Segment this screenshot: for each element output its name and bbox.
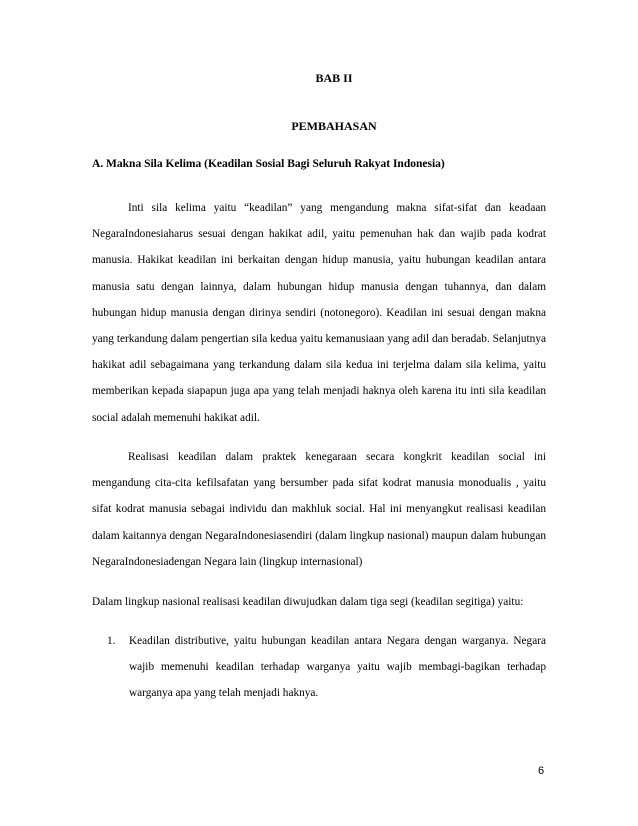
chapter-heading: PEMBAHASAN bbox=[291, 119, 377, 133]
section-title: A. Makna Sila Kelima (Keadilan Sosial Bagi Seluruh Rakyat Indonesia) bbox=[92, 158, 445, 170]
chapter-title: BAB II bbox=[315, 71, 353, 85]
body-paragraph: Dalam lingkup nasional realisasi keadilan diwujudkan dalam tiga segi (keadilan segitiga) yaitu: bbox=[92, 596, 524, 608]
body-paragraph: Realisasi keadilan dalam praktek kenegaraan secara kongkrit keadilan social ini mengandung cita-cita kefilsafatan yang bersumber pada sifat kodrat manusia monodualis , yaitu sifat kodrat manusia sebagai individu dan makhluk social. Hal ini menyangkut realisasi keadilan dalam kaitannya dengan NegaraIndonesiasendiri (dalam lingkup nasional) maupun dalam hubungan NegaraIndonesiadengan Negara lain (lingkup internasional) bbox=[92, 451, 546, 568]
list-item-text: Keadilan distributive, yaitu hubungan keadilan antara Negara dengan warganya. Negara wajib memenuhi keadilan terhadap warganya yaitu wajib membagi-bagikan terhadap warganya apa yang telah menjadi haknya. bbox=[129, 635, 546, 700]
list-item bbox=[92, 628, 546, 707]
body-paragraph: Inti sila kelima yaitu “keadilan” yang mengandung makna sifat-sifat dan keadaan NegaraIndonesiaharus sesuai dengan hakikat adil, yaitu pemenuhan hak dan wajib pada kodrat manusia. Hakikat keadilan ini berkaitan dengan hidup manusia, yaitu hubungan keadilan antara manusia satu dengan lainnya, dalam hubungan hidup manusia dengan tuhannya, dan dalam hubungan hidup manusia dengan dirinya sendiri (notonegoro). Keadilan ini sesuai dengan makna yang terkandung dalam pengertian sila kedua yaitu kemanusiaan yang adil dan beradab. Selanjutnya hakikat adil sebagaimana yang terkandung dalam sila kedua ini terjelma dalam sila kelima, yaitu memberikan kepada siapapun juga apa yang telah menjadi haknya oleh karena itu inti sila keadilan social adalah memenuhi hakikat adil. bbox=[92, 202, 546, 424]
list-item-number: 1. bbox=[107, 635, 116, 647]
page-number: 6 bbox=[538, 765, 545, 777]
numbered-list bbox=[92, 628, 546, 707]
